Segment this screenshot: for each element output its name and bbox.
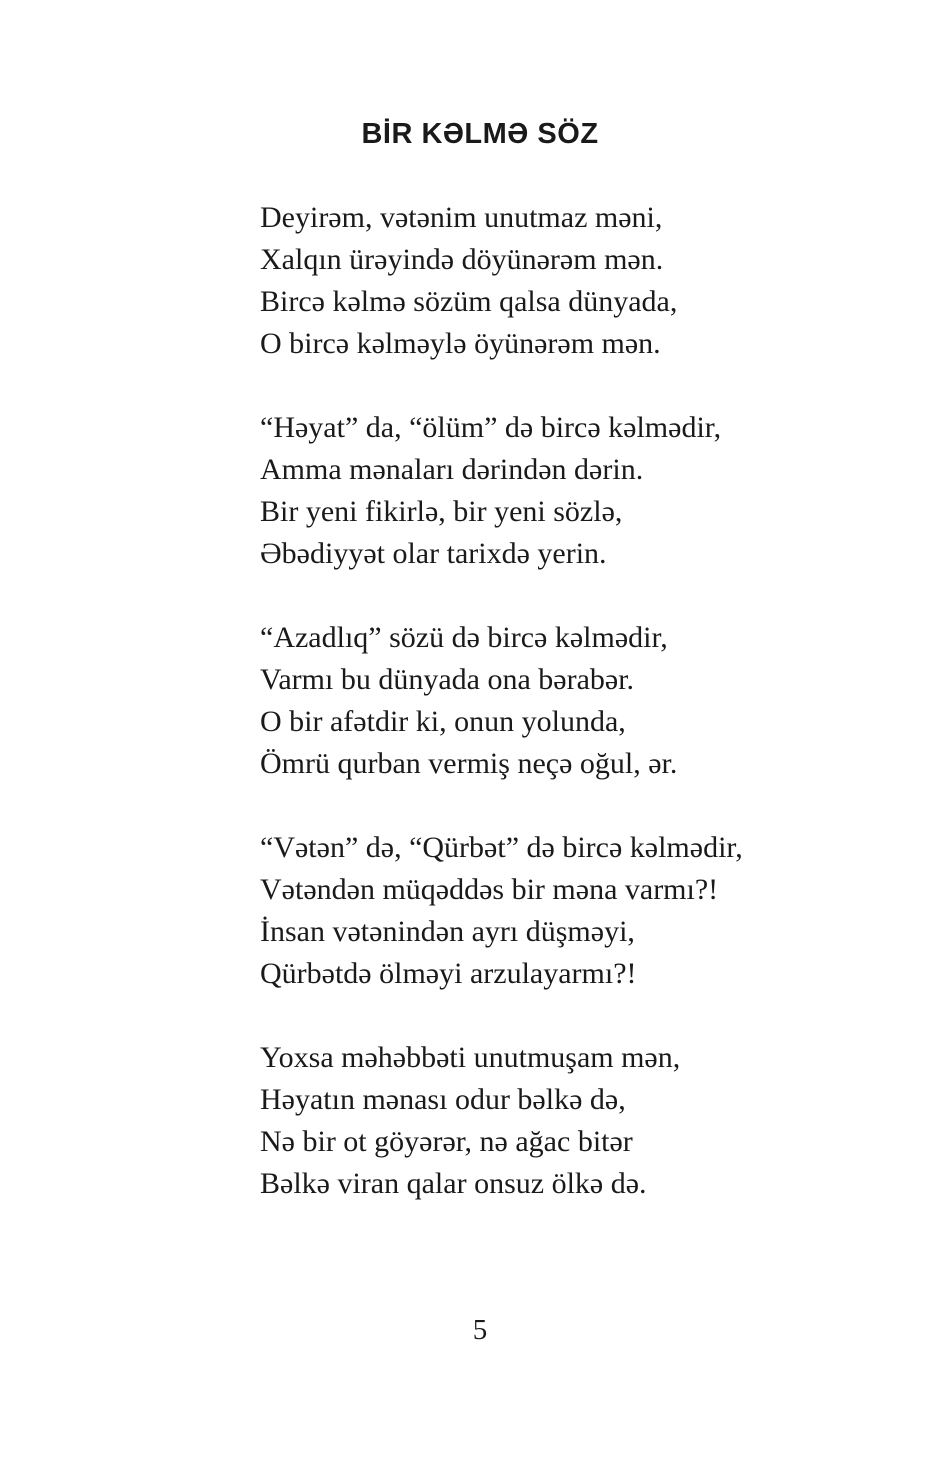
poem-line: Qürbətdə ölməyi arzulayarmı?!	[260, 957, 637, 990]
stanza-4	[260, 827, 900, 995]
poem-title: BİR KƏLMƏ SÖZ	[361, 118, 599, 150]
poem-line: Yoxsa məhəbbəti unutmuşam mən,	[260, 1041, 681, 1074]
poem-line: O bircə kəlməylə öyünərəm mən.	[260, 327, 661, 360]
poem-line: “Azadlıq” sözü də bircə kəlmədir,	[260, 621, 668, 654]
stanza-5	[260, 1037, 900, 1205]
poem-line: İnsan vətənindən ayrı düşməyi,	[260, 915, 635, 948]
stanza-2	[260, 407, 900, 575]
poem-line: Həyatın mənası odur bəlkə də,	[260, 1083, 626, 1116]
poem-line: Vətəndən müqəddəs bir məna varmı?!	[260, 873, 719, 906]
stanza-3	[260, 617, 900, 785]
stanza-1	[260, 197, 900, 365]
poem-line: Bircə kəlmə sözüm qalsa dünyada,	[260, 285, 678, 318]
poem-line: “Vətən” də, “Qürbət” də bircə kəlmədir,	[260, 831, 743, 864]
poem-line: Bəlkə viran qalar onsuz ölkə də.	[260, 1167, 647, 1200]
poem-line: “Həyat” da, “ölüm” də bircə kəlmədir,	[260, 411, 722, 444]
poem-line: Bir yeni fikirlə, bir yeni sözlə,	[260, 495, 623, 528]
poem-line: Amma mənaları dərindən dərin.	[260, 453, 644, 486]
poem-line: Deyirəm, vətənim unutmaz məni,	[260, 201, 663, 234]
poem-line: Xalqın ürəyində döyünərəm mən.	[260, 243, 664, 276]
poem-line: Nə bir ot göyərər, nə ağac bitər	[260, 1125, 633, 1158]
poem-line: Ömrü qurban vermiş neçə oğul, ər.	[260, 747, 678, 780]
poem-line: Əbədiyyət olar tarixdə yerin.	[260, 537, 607, 570]
poem-line: Varmı bu dünyada ona bərabər.	[260, 663, 635, 696]
page-number: 5	[472, 1314, 488, 1346]
poem-line: O bir afətdir ki, onun yolunda,	[260, 705, 626, 738]
poem-body	[260, 197, 900, 1247]
